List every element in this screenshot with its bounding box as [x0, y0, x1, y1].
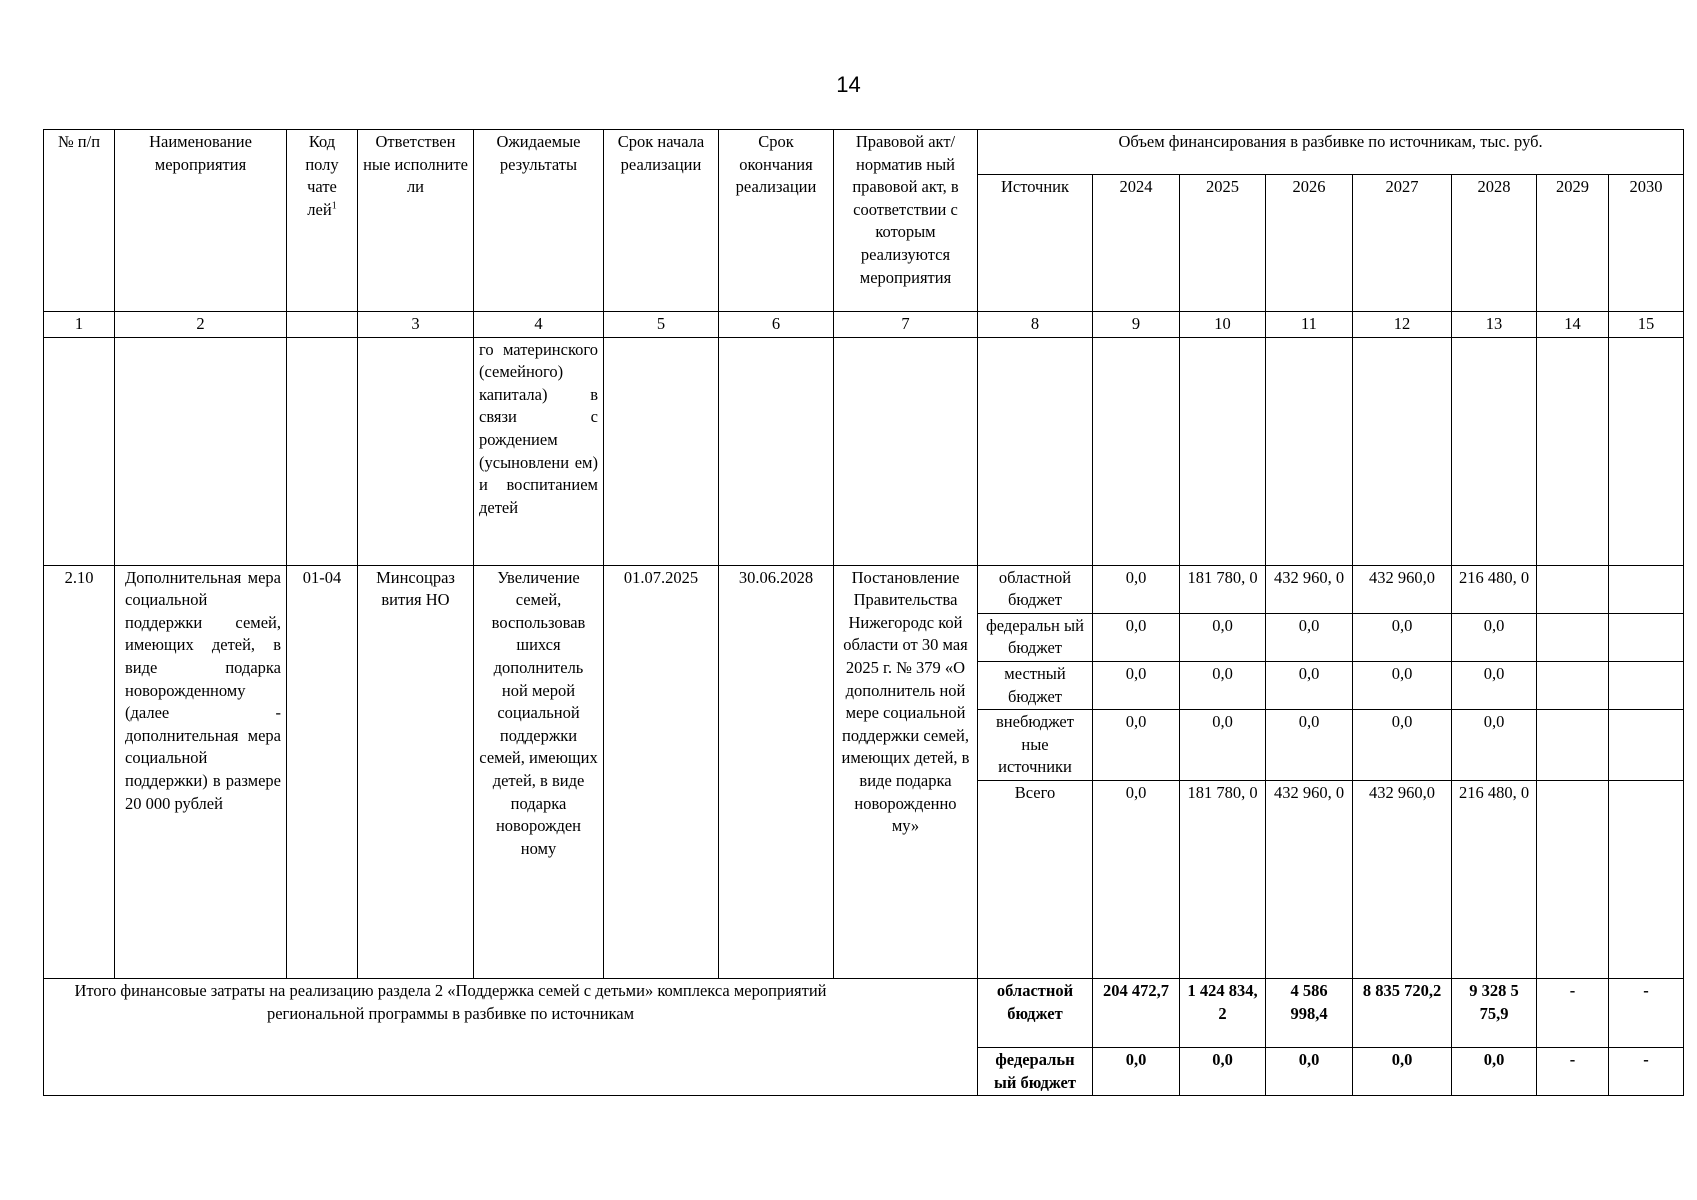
row-start: 01.07.2025: [604, 565, 719, 978]
value-cell: [1609, 613, 1684, 661]
row-code: 01-04: [287, 565, 358, 978]
source-cell: Всего: [978, 780, 1093, 978]
row-num: 2.10: [44, 565, 115, 978]
header-year: 2025: [1180, 175, 1266, 312]
row-responsible: Минсоцраз вития НО: [358, 565, 474, 978]
column-number: 7: [834, 312, 978, 338]
column-number: 9: [1093, 312, 1180, 338]
row-end: 30.06.2028: [719, 565, 834, 978]
value-cell: 0,0: [1266, 661, 1353, 709]
source-cell: внебюджет ные источники: [978, 710, 1093, 781]
header-act: Правовой акт/норматив ный правовой акт, в соответствии с которым реализуются мероприятия: [834, 130, 978, 312]
value-cell: [1537, 661, 1609, 709]
header-year: 2029: [1537, 175, 1609, 312]
header-year: 2024: [1093, 175, 1180, 312]
column-number: 3: [358, 312, 474, 338]
total-value-cell: 0,0: [1093, 1047, 1180, 1095]
header-code-text: Код полу чате лей: [305, 132, 339, 219]
value-cell: 0,0: [1180, 710, 1266, 781]
total-value-cell: 9 328 5 75,9: [1452, 978, 1537, 1047]
header-code: [287, 130, 358, 312]
value-cell: 0,0: [1452, 661, 1537, 709]
value-cell: 0,0: [1353, 661, 1452, 709]
row-name: Дополнительная мера социальной поддержки семей, имеющих детей, в виде подарка новорожденному (далее - дополнительная мера социальной поддержки) в размере 20 000 рублей: [115, 565, 287, 978]
page-number: 14: [836, 72, 861, 97]
financing-table: [43, 129, 1684, 1096]
column-number: 8: [978, 312, 1093, 338]
value-cell: 0,0: [1452, 710, 1537, 781]
value-cell: 0,0: [1093, 710, 1180, 781]
value-cell: [1537, 780, 1609, 978]
value-cell: 181 780, 0: [1180, 565, 1266, 613]
header-year: 2026: [1266, 175, 1353, 312]
value-cell: [1537, 565, 1609, 613]
value-cell: 0,0: [1093, 565, 1180, 613]
column-number: 5: [604, 312, 719, 338]
header-start: Срок начала реализации: [604, 130, 719, 312]
total-value-cell: -: [1537, 1047, 1609, 1095]
value-cell: 0,0: [1452, 613, 1537, 661]
total-row: [44, 978, 1684, 1047]
column-number: 6: [719, 312, 834, 338]
source-cell: федеральн ый бюджет: [978, 613, 1093, 661]
value-cell: 432 960,0: [1353, 565, 1452, 613]
value-cell: 0,0: [1180, 613, 1266, 661]
header-num: № п/п: [44, 130, 115, 312]
header-year: 2027: [1353, 175, 1452, 312]
value-cell: 0,0: [1353, 613, 1452, 661]
table-row: [44, 337, 1684, 565]
continuation-results: го материнского (семейного) капитала) в связи с рождением (усыновлени ем) и воспитанием детей: [474, 337, 604, 565]
total-value-cell: 0,0: [1266, 1047, 1353, 1095]
header-responsible: Ответствен ные исполните ли: [358, 130, 474, 312]
value-cell: 0,0: [1093, 661, 1180, 709]
row-results: Увеличение семей, воспользовав шихся дополнитель ной мерой социальной поддержки семей, имеющих детей, в виде подарка новорожден ному: [474, 565, 604, 978]
value-cell: [1609, 710, 1684, 781]
total-value-cell: 0,0: [1180, 1047, 1266, 1095]
column-number: 12: [1353, 312, 1452, 338]
column-number: 4: [474, 312, 604, 338]
total-value-cell: -: [1609, 978, 1684, 1047]
header-code-footnote: 1: [331, 200, 337, 212]
column-number: 11: [1266, 312, 1353, 338]
total-value-cell: -: [1537, 978, 1609, 1047]
value-cell: 0,0: [1266, 613, 1353, 661]
value-cell: [1609, 565, 1684, 613]
value-cell: 432 960, 0: [1266, 565, 1353, 613]
total-source-cell: федеральн ый бюджет: [978, 1047, 1093, 1095]
header-financing: Объем финансирования в разбивке по источникам, тыс. руб.: [978, 130, 1684, 175]
total-label: Итого финансовые затраты на реализацию раздела 2 «Поддержка семей с детьми» комплекса мероприятий региональной программы в разбивке по источникам: [44, 978, 978, 1095]
total-value-cell: 1 424 834, 2: [1180, 978, 1266, 1047]
column-number: 10: [1180, 312, 1266, 338]
value-cell: [1537, 710, 1609, 781]
source-cell: местный бюджет: [978, 661, 1093, 709]
value-cell: 432 960, 0: [1266, 780, 1353, 978]
value-cell: 0,0: [1093, 613, 1180, 661]
value-cell: [1609, 661, 1684, 709]
column-number: 13: [1452, 312, 1537, 338]
value-cell: 0,0: [1266, 710, 1353, 781]
value-cell: 216 480, 0: [1452, 565, 1537, 613]
total-value-cell: 4 586 998,4: [1266, 978, 1353, 1047]
header-year: 2028: [1452, 175, 1537, 312]
value-cell: 181 780, 0: [1180, 780, 1266, 978]
header-name: Наименование мероприятия: [115, 130, 287, 312]
total-value-cell: -: [1609, 1047, 1684, 1095]
header-results: Ожидаемые результаты: [474, 130, 604, 312]
column-number: 15: [1609, 312, 1684, 338]
column-number: 2: [115, 312, 287, 338]
total-value-cell: 204 472,7: [1093, 978, 1180, 1047]
row-act: Постановление Правительства Нижегородс кой области от 30 мая 2025 г. № 379 «О дополнитель ной мере социальной поддержки семей, имеющих детей, в виде подарка новорожденно му»: [834, 565, 978, 978]
value-cell: 0,0: [1180, 661, 1266, 709]
total-value-cell: 8 835 720,2: [1353, 978, 1452, 1047]
total-value-cell: 0,0: [1452, 1047, 1537, 1095]
header-end: Срок окончания реализации: [719, 130, 834, 312]
value-cell: 216 480, 0: [1452, 780, 1537, 978]
column-number: 1: [44, 312, 115, 338]
value-cell: 432 960,0: [1353, 780, 1452, 978]
column-number: 14: [1537, 312, 1609, 338]
header-source: Источник: [978, 175, 1093, 312]
value-cell: 0,0: [1353, 710, 1452, 781]
value-cell: [1537, 613, 1609, 661]
source-cell: областной бюджет: [978, 565, 1093, 613]
total-source-cell: областной бюджет: [978, 978, 1093, 1047]
total-value-cell: 0,0: [1353, 1047, 1452, 1095]
value-cell: 0,0: [1093, 780, 1180, 978]
header-year: 2030: [1609, 175, 1684, 312]
value-cell: [1609, 780, 1684, 978]
column-number: [287, 312, 358, 338]
table-row: [44, 565, 1684, 613]
